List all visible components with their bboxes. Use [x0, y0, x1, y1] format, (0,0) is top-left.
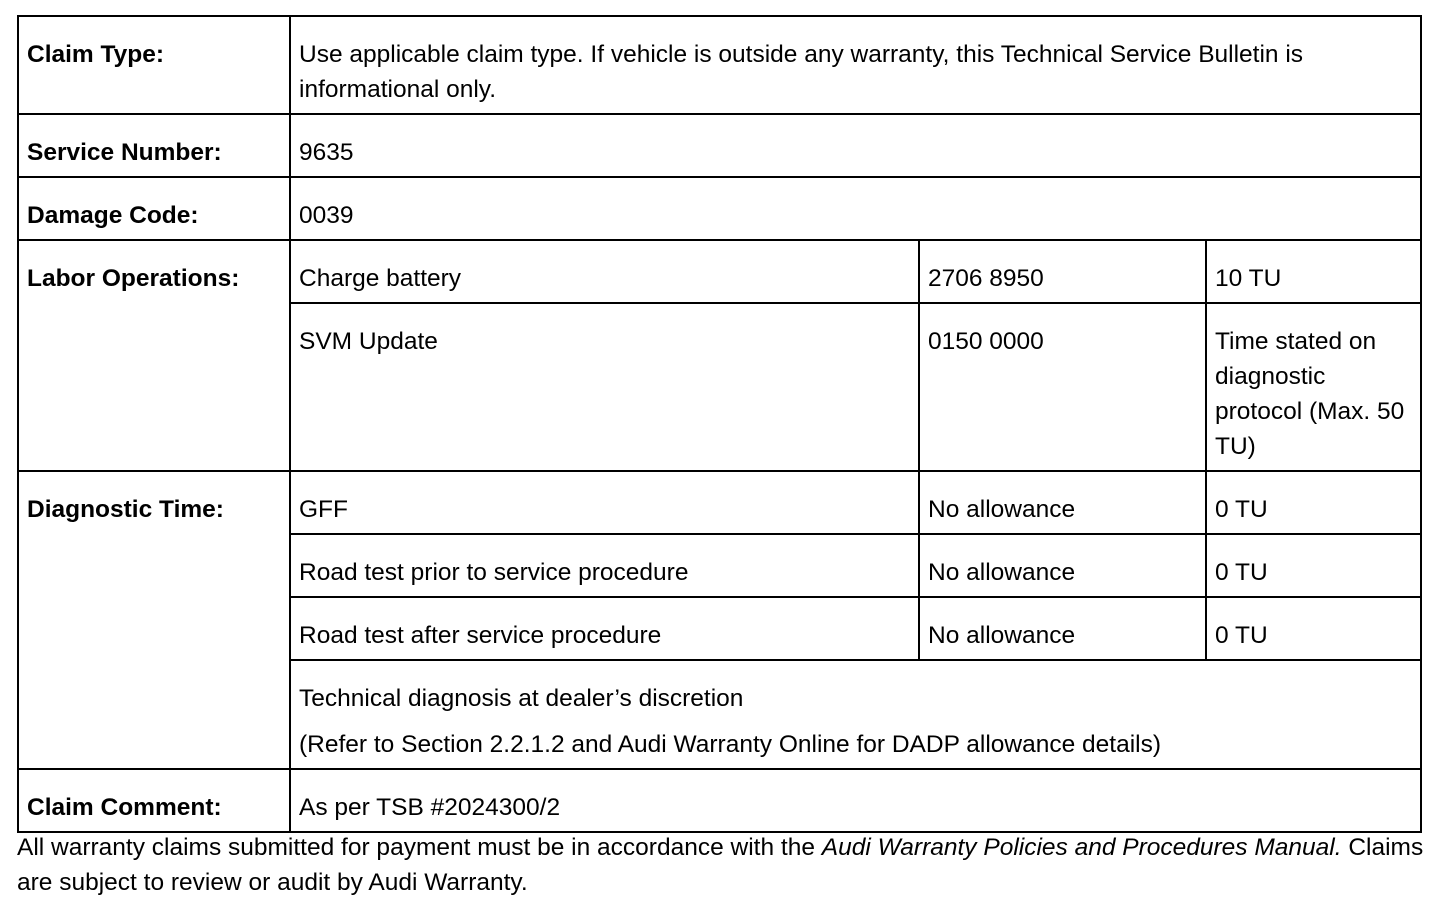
claim-type-row [18, 16, 1421, 114]
damage-code-value: 0039 [290, 177, 1421, 240]
claim-comment-row [18, 769, 1421, 832]
manual-title: Audi Warranty Policies and Procedures Manual. [821, 834, 1342, 861]
damage-code-row [18, 177, 1421, 240]
labor-operation-description: SVM Update [290, 303, 919, 471]
labor-operation-code: 2706 8950 [919, 240, 1206, 303]
service-number-value: 9635 [290, 114, 1421, 177]
diagnostic-time-value: 0 TU [1206, 471, 1421, 534]
claim-type-value: Use applicable claim type. If vehicle is outside any warranty, this Technical Service Bulletin is informational only. [290, 16, 1421, 114]
diagnostic-code: No allowance [919, 471, 1206, 534]
footnote-prefix: All warranty claims submitted for payment must be in accordance with the [17, 834, 822, 861]
diagnostic-note-line: Technical diagnosis at dealer’s discretion [299, 685, 744, 712]
diagnostic-code: No allowance [919, 534, 1206, 597]
labor-operation-code: 0150 0000 [919, 303, 1206, 471]
labor-operation-time: Time stated on diagnostic protocol (Max. 50 TU) [1206, 303, 1421, 471]
service-number-label: Service Number: [18, 114, 290, 177]
diagnostic-time-row [18, 471, 1421, 534]
diagnostic-code: No allowance [919, 597, 1206, 660]
diagnostic-description: GFF [290, 471, 919, 534]
claim-type-label: Claim Type: [18, 16, 290, 114]
diagnostic-note [290, 660, 1421, 769]
footnote-suffix: Claims are subject to review or audit by Audi Warranty. [17, 834, 1424, 896]
labor-operation-row [18, 240, 1421, 303]
service-number-row [18, 114, 1421, 177]
claim-comment-label: Claim Comment: [18, 769, 290, 832]
labor-operation-time: 10 TU [1206, 240, 1421, 303]
diagnostic-description: Road test prior to service procedure [290, 534, 919, 597]
warranty-claim-table [17, 15, 1422, 833]
claim-comment-value: As per TSB #2024300/2 [290, 769, 1421, 832]
damage-code-label: Damage Code: [18, 177, 290, 240]
labor-operations-label: Labor Operations: [18, 240, 290, 471]
diagnostic-time-value: 0 TU [1206, 534, 1421, 597]
labor-operation-description: Charge battery [290, 240, 919, 303]
diagnostic-time-label: Diagnostic Time: [18, 471, 290, 769]
warranty-footnote [17, 830, 1427, 900]
diagnostic-time-value: 0 TU [1206, 597, 1421, 660]
diagnostic-note-reference: (Refer to Section 2.2.1.2 and Audi Warranty Online for DADP allowance details) [299, 731, 1162, 758]
diagnostic-description: Road test after service procedure [290, 597, 919, 660]
